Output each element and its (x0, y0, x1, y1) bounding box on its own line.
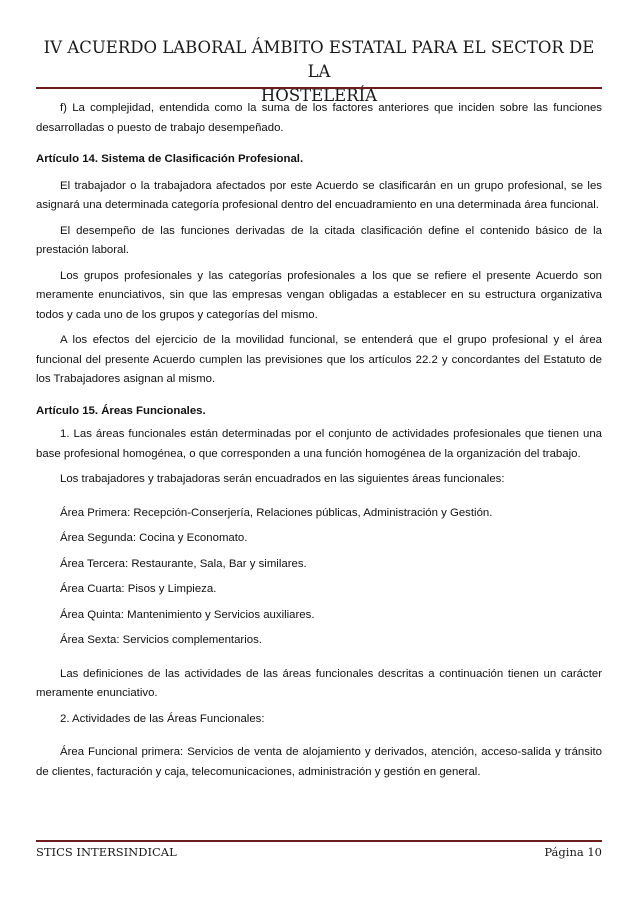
article-15-paragraph-1: 1. Las áreas funcionales están determinadas por el conjunto de actividades profesionales que tienen una base profesional homogénea, o que corresponden a una función homogénea de la organización del trabajo. (36, 428, 602, 460)
article-14-heading: Artículo 14. Sistema de Clasificación Profesional. (36, 153, 304, 165)
article-15-paragraph-4: 2. Actividades de las Áreas Funcionales: (60, 712, 265, 725)
area-list-item: Área Sexta: Servicios complementarios. (60, 634, 262, 646)
header-title-line-2: HOSTELERÍA (260, 86, 378, 105)
area-list-item: Área Segunda: Cocina y Economato. (60, 532, 248, 544)
article-14-paragraph-1: El trabajador o la trabajadora afectados por este Acuerdo se clasificarán en un grupo profesional, se les asignará una determinada categoría profesional dentro del encuadramiento en una determinada área funcional. (36, 179, 602, 211)
header-title-line-1: IV ACUERDO LABORAL ÁMBITO ESTATAL PARA EL SECTOR DE LA (43, 38, 595, 81)
document-body (36, 99, 602, 782)
article-15-paragraph-5: Área Funcional primera: Servicios de venta de alojamiento y derivados, atención, acceso-salida y tránsito de clientes, facturación y caja, telecomunicaciones, administración y gestión en general. (36, 746, 602, 778)
article-15-heading: Artículo 15. Áreas Funcionales. (36, 404, 206, 417)
area-list-item: Área Quinta: Mantenimiento y Servicios auxiliares. (60, 608, 315, 621)
area-list-item: Área Cuarta: Pisos y Limpieza. (60, 583, 217, 595)
article-15-paragraph-3: Las definiciones de las actividades de las áreas funcionales descritas a continuación tienen un carácter meramente enunciativo. (36, 667, 602, 699)
article-15-paragraph-2: Los trabajadores y trabajadoras serán encuadrados en las siguientes áreas funcionales: (60, 473, 505, 485)
footer-organization: STICS INTERSINDICAL (36, 845, 177, 859)
footer-divider (36, 840, 602, 842)
article-14-paragraph-2: El desempeño de las funciones derivadas de la citada clasificación define el contenido básico de la prestación laboral. (36, 224, 602, 256)
article-14-paragraph-4: A los efectos del ejercicio de la movilidad funcional, se entenderá que el grupo profesional y el área funcional del presente Acuerdo cumplen las previsiones que los artículos 22.2 y concordantes del Estatuto de los Trabajadores asignan al mismo. (36, 334, 602, 385)
paragraph-complejidad: f) La complejidad, entendida como la suma de los factores anteriores que inciden sobre las funciones desarrolladas o puesto de trabajo desempeñado. (36, 102, 602, 134)
page-number: Página 10 (544, 845, 602, 859)
area-list-item: Área Tercera: Restaurante, Sala, Bar y similares. (60, 557, 307, 570)
area-list-item: Área Primera: Recepción-Conserjería, Relaciones públicas, Administración y Gestión. (60, 506, 493, 519)
header-divider (36, 87, 602, 89)
page-header (36, 36, 602, 108)
article-14-paragraph-3: Los grupos profesionales y las categorías profesionales a los que se refiere el presente Acuerdo son meramente enunciativos, sin que las empresas vengan obligadas a establecer en su estructura organizativa todos y cada uno de los grupos y categorías del mismo. (36, 269, 602, 321)
